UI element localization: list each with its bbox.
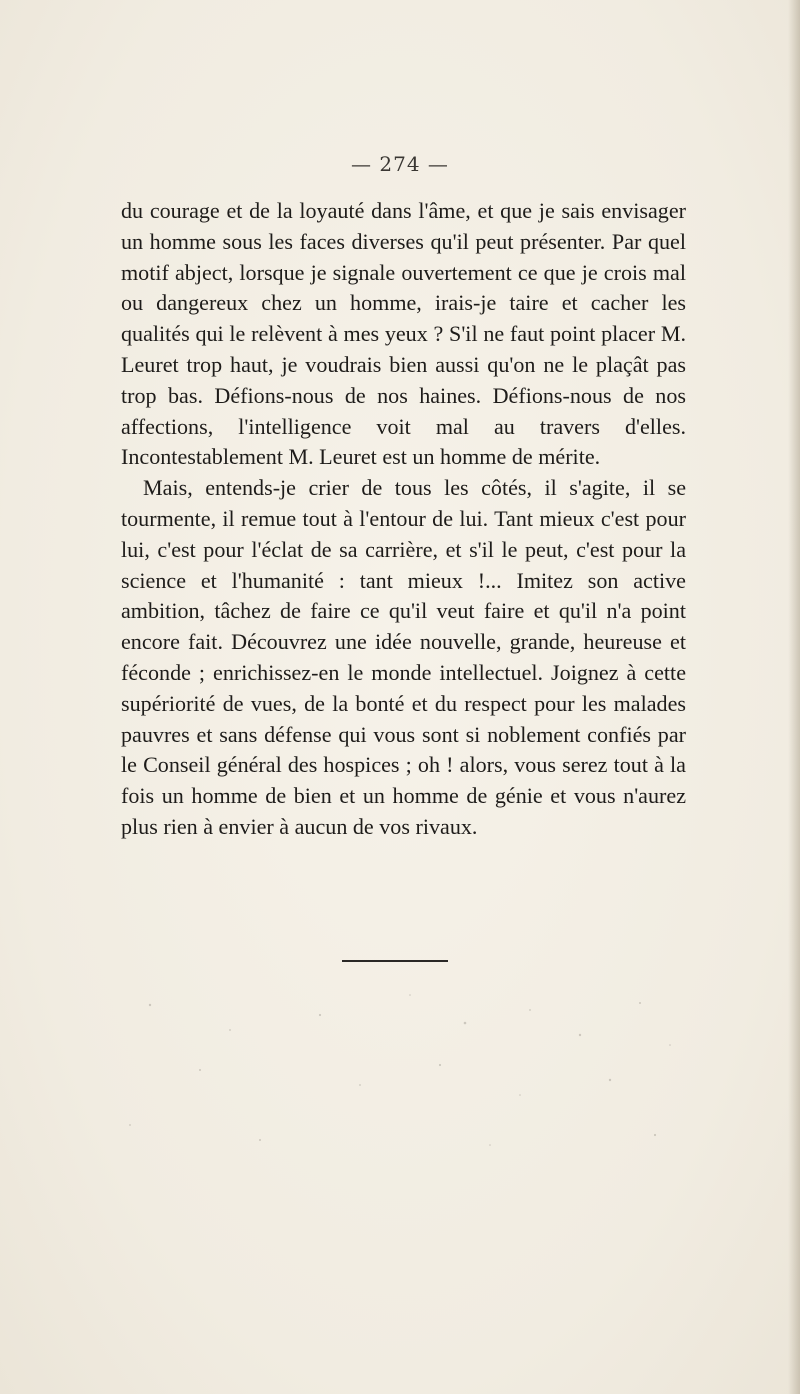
paragraph-2: [121, 473, 686, 843]
paragraph-2-text: Mais, entends-je crier de tous les côtés, il s'agite, il se tourmente, il remue tout à l'entour de lui. Tant mieux c'est pour lui, c'est pour l'éclat de sa carrière, et s'il le peut, c'est pour la science et l'humanité : tant mieux !... Imitez son active ambition, tâchez de faire ce qu'il veut faire et qu'il n'a point encore fait. Découvrez une idée nouvelle, grande, heureuse et féconde ; enrichissez-en le monde intellectuel. Joignez à cette supériorité de vues, de la bonté et du respect pour les malades pauvres et sans défense qui vous sont si noblement confiés par le Conseil général des hospices ; oh ! alors, vous serez tout à la fois un homme de bien et un homme de génie et vous n'aurez plus rien à envier à aucun de vos rivaux.: [121, 475, 686, 839]
section-divider-rule: [342, 960, 448, 962]
body-text: [121, 196, 686, 843]
page-edge-shadow: [788, 0, 800, 1394]
paragraph-1: [121, 196, 686, 473]
bleed-through-speckle: [110, 975, 690, 1175]
paragraph-1-text: du courage et de la loyauté dans l'âme, et que je sais envisager un homme sous les faces diverses qu'il peut présenter. Par quel motif abject, lorsque je signale ouvertement ce que je crois mal ou dangereux chez un homme, irais-je taire et cacher les qualités qui le relèvent à mes yeux ? S'il ne faut point placer M. Leuret trop haut, je voudrais bien aussi qu'on ne le plaçât pas trop bas. Défions-nous de nos haines. Défions-nous de nos affections, l'intelligence voit mal au travers d'elles. Incontestablement M. Leuret est un homme de mérite.: [121, 198, 686, 470]
page-number: — 274 —: [351, 152, 449, 176]
